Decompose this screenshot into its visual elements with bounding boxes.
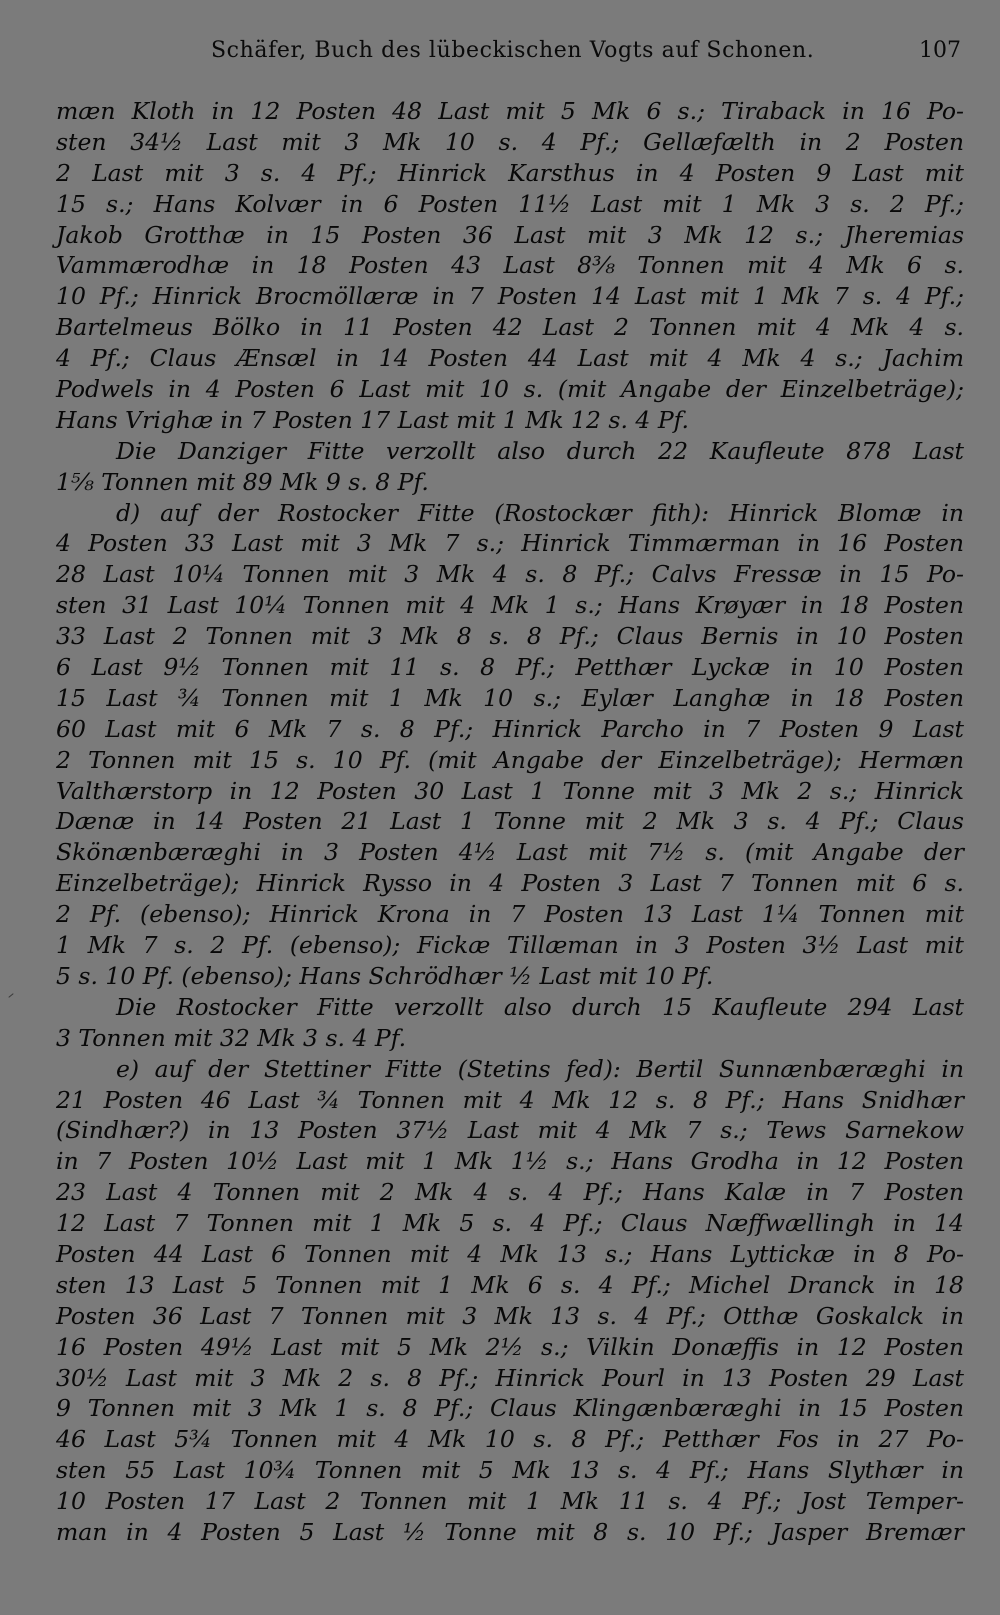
text-line: Dænæ in 14 Posten 21 Last 1 Tonne mit 2 Mk 3 s. 4 Pf.; Claus [56,807,964,836]
text-line: 2 Pf. (ebenso); Hinrick Krona in 7 Posten 13 Last 1¼ Tonnen mit [56,900,964,929]
text-line: man in 4 Posten 5 Last ½ Tonne mit 8 s. 10 Pf.; Jasper Bremær [56,1517,964,1546]
text-line: Die Danziger Fitte verzollt also durch 22 Kaufleute 878 Last [116,436,964,465]
text-line: Hans Vrighæ in 7 Posten 17 Last mit 1 Mk 12 s. 4 Pf. [56,405,689,434]
page-number: 107 [919,38,961,63]
text-line: 16 Posten 49½ Last mit 5 Mk 2½ s.; Vilkin Donæffis in 12 Posten [56,1332,964,1361]
text-line: mæn Kloth in 12 Posten 48 Last mit 5 Mk 6 s.; Tiraback in 16 Po- [56,97,964,125]
text-line: sten 31 Last 10¼ Tonnen mit 4 Mk 1 s.; Hans Krøyær in 18 Posten [56,591,964,620]
text-line: 30½ Last mit 3 Mk 2 s. 8 Pf.; Hinrick Pourl in 13 Posten 29 Last [56,1363,964,1392]
text-line: Valthærstorp in 12 Posten 30 Last 1 Tonne mit 3 Mk 2 s.; Hinrick [56,776,964,805]
text-line: Posten 44 Last 6 Tonnen mit 4 Mk 13 s.; Hans Lyttickæ in 8 Po- [56,1239,964,1268]
text-line: in 7 Posten 10½ Last mit 1 Mk 1½ s.; Hans Grodha in 12 Posten [56,1147,964,1176]
text-line: 12 Last 7 Tonnen mit 1 Mk 5 s. 4 Pf.; Claus Næffwællingh in 14 [56,1209,964,1238]
text-line: Die Rostocker Fitte verzollt also durch 15 Kaufleute 294 Last [116,992,964,1021]
text-line: 10 Pf.; Hinrick Brocmöllæræ in 7 Posten 14 Last mit 1 Mk 7 s. 4 Pf.; [56,282,964,311]
text-line: 10 Posten 17 Last 2 Tonnen mit 1 Mk 11 s. 4 Pf.; Jost Temper- [56,1487,964,1516]
margin-mark [8,993,13,998]
text-line: 21 Posten 46 Last ¾ Tonnen mit 4 Mk 12 s. 8 Pf.; Hans Snidhær [56,1085,964,1114]
text-line: sten 34½ Last mit 3 Mk 10 s. 4 Pf.; Gellæfælth in 2 Posten [56,127,964,156]
text-line: Podwels in 4 Posten 6 Last mit 10 s. (mit Angabe der Einzelbeträge); [56,375,964,404]
text-line: 15 Last ¾ Tonnen mit 1 Mk 10 s.; Eylær Langhæ in 18 Posten [56,683,964,712]
text-line: 6 Last 9½ Tonnen mit 11 s. 8 Pf.; Petthær Lyckæ in 10 Posten [56,653,964,682]
text-line: sten 55 Last 10¾ Tonnen mit 5 Mk 13 s. 4 Pf.; Hans Slythær in [56,1456,964,1485]
text-line: Vammærodhæ in 18 Posten 43 Last 8⅜ Tonnen mit 4 Mk 6 s. [56,251,964,280]
text-line: 4 Pf.; Claus Ænsæl in 14 Posten 44 Last mit 4 Mk 4 s.; Jachim [56,344,964,373]
text-line: 1 Mk 7 s. 2 Pf. (ebenso); Fickæ Tillæman in 3 Posten 3½ Last mit [56,931,964,960]
running-header [56,38,961,78]
text-line: Bartelmeus Bölko in 11 Posten 42 Last 2 Tonnen mit 4 Mk 4 s. [56,313,964,342]
body-text [56,96,964,1548]
text-line: 28 Last 10¼ Tonnen mit 3 Mk 4 s. 8 Pf.; Calvs Fressæ in 15 Po- [56,560,964,589]
text-line: e) auf der Stettiner Fitte (Stetins fed): Bertil Sunnænbæræghi in [116,1054,964,1083]
text-line: 4 Posten 33 Last mit 3 Mk 7 s.; Hinrick Timmærman in 16 Posten [56,529,964,558]
text-line: 23 Last 4 Tonnen mit 2 Mk 4 s. 4 Pf.; Hans Kalæ in 7 Posten [56,1178,964,1207]
text-line: Einzelbeträge); Hinrick Rysso in 4 Posten 3 Last 7 Tonnen mit 6 s. [56,869,964,898]
text-line: Skönænbæræghi in 3 Posten 4½ Last mit 7½ s. (mit Angabe der [56,838,964,867]
text-line: Posten 36 Last 7 Tonnen mit 3 Mk 13 s. 4 Pf.; Otthæ Goskalck in [56,1301,964,1330]
text-line: 3 Tonnen mit 32 Mk 3 s. 4 Pf. [56,1023,407,1052]
text-line: (Sindhær?) in 13 Posten 37½ Last mit 4 Mk 7 s.; Tews Sarnekow [56,1116,964,1145]
text-line: 15 s.; Hans Kolvær in 6 Posten 11½ Last mit 1 Mk 3 s. 2 Pf.; [56,189,964,218]
text-line: 33 Last 2 Tonnen mit 3 Mk 8 s. 8 Pf.; Claus Bernis in 10 Posten [56,622,964,651]
text-line: Jakob Grotthæ in 15 Posten 36 Last mit 3 Mk 12 s.; Jheremias [56,220,964,249]
text-line: 9 Tonnen mit 3 Mk 1 s. 8 Pf.; Claus Klingænbæræghi in 15 Posten [56,1394,964,1423]
text-line: 2 Tonnen mit 15 s. 10 Pf. (mit Angabe der Einzelbeträge); Hermæn [56,745,964,774]
text-line: 60 Last mit 6 Mk 7 s. 8 Pf.; Hinrick Parcho in 7 Posten 9 Last [56,714,964,743]
text-line: sten 13 Last 5 Tonnen mit 1 Mk 6 s. 4 Pf.; Michel Dranck in 18 [56,1270,964,1299]
text-line: 46 Last 5¾ Tonnen mit 4 Mk 10 s. 8 Pf.; Petthær Fos in 27 Po- [56,1425,964,1454]
text-line: 1⅝ Tonnen mit 89 Mk 9 s. 8 Pf. [56,467,429,496]
text-line: 5 s. 10 Pf. (ebenso); Hans Schrödhær ½ Last mit 10 Pf. [56,961,714,990]
running-title: Schäfer, Buch des lübeckischen Vogts auf Schonen. [211,38,815,63]
text-line: 2 Last mit 3 s. 4 Pf.; Hinrick Karsthus in 4 Posten 9 Last mit [56,158,964,187]
text-line: d) auf der Rostocker Fitte (Rostockær fith): Hinrick Blomæ in [116,498,964,527]
